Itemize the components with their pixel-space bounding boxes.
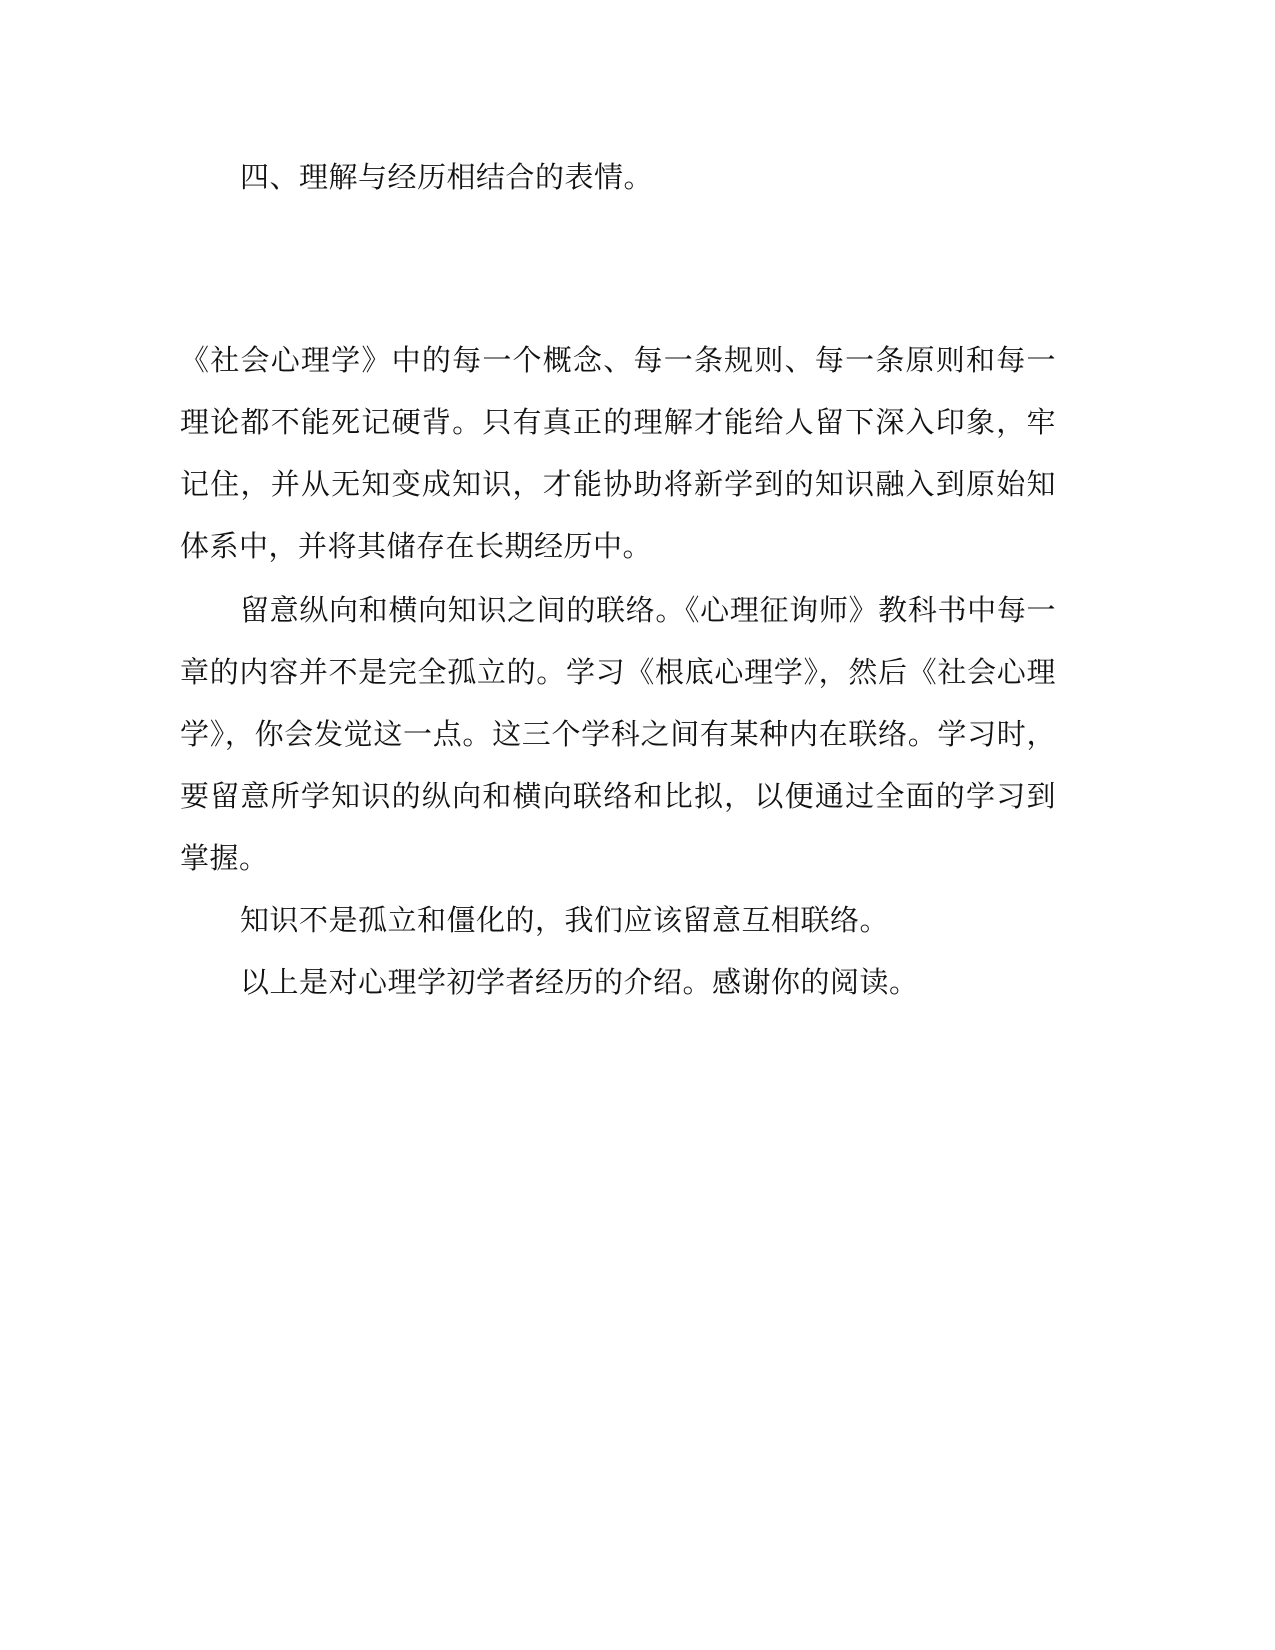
paragraph-line: 留意纵向和横向知识之间的联络。《心理征询师》教科书中每一 [240, 593, 1056, 627]
paragraph-line: 掌握。 [180, 841, 269, 875]
paragraph-knowledge: 知识不是孤立和僵化的，我们应该留意互相联络。 [240, 903, 890, 937]
paragraph-closing: 以上是对心理学初学者经历的介绍。感谢你的阅读。 [240, 965, 919, 999]
section-heading: 四、理解与经历相结合的表情。 [240, 160, 654, 194]
paragraph-line: 章的内容并不是完全孤立的。学习《根底心理学》，然后《社会心理 [180, 655, 1056, 689]
paragraph-line: 记住，并从无知变成知识，才能协助将新学到的知识融入到原始知 [180, 467, 1056, 501]
paragraph-line: 学》，你会发觉这一点。这三个学科之间有某种内在联络。学习时， [180, 717, 1056, 751]
paragraph-line: 理论都不能死记硬背。只有真正的理解才能给人留下深入印象，牢 [180, 405, 1056, 439]
paragraph-line: 《社会心理学》中的每一个概念、每一条规则、每一条原则和每一 [180, 343, 1056, 377]
paragraph-line: 要留意所学知识的纵向和横向联络和比拟，以便通过全面的学习到 [180, 779, 1056, 813]
paragraph-line: 体系中，并将其储存在长期经历中。 [180, 529, 653, 563]
